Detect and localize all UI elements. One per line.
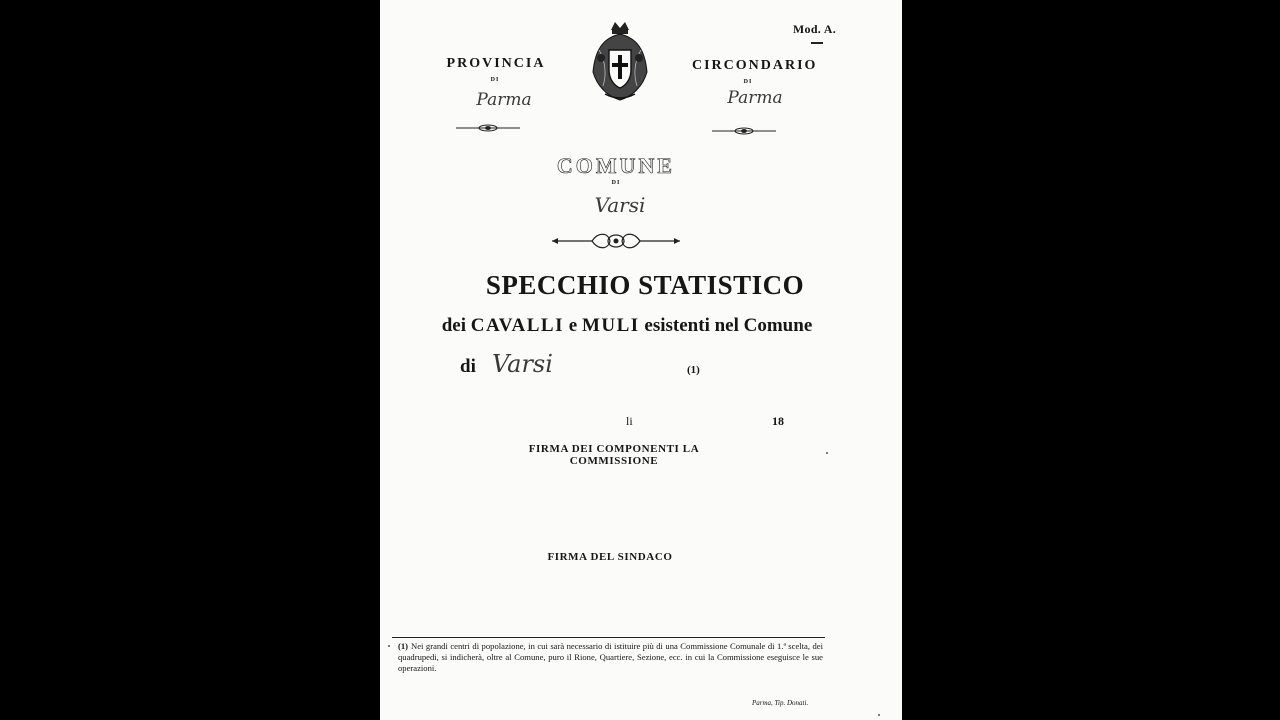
footnote-reference: (1) xyxy=(687,364,700,376)
provincia-label: PROVINCIA xyxy=(446,56,546,71)
document-subtitle xyxy=(402,315,852,337)
royal-coat-of-arms-icon xyxy=(589,20,651,102)
scan-speck xyxy=(878,714,880,716)
provincia-handwritten-name: Parma xyxy=(476,90,532,110)
scan-speck xyxy=(826,452,828,454)
circondario-ornament-icon xyxy=(712,126,776,136)
di-line-di: di xyxy=(460,356,476,377)
circondario-di: DI xyxy=(743,79,753,85)
footnote-marker: (1) xyxy=(398,641,409,651)
circondario-label: CIRCONDARIO xyxy=(692,58,818,73)
document-page xyxy=(380,0,902,720)
document-title: SPECCHIO STATISTICO xyxy=(485,270,805,300)
printer-credit: Parma, Tip. Donati. xyxy=(752,699,809,707)
mayor-signature-label: FIRMA DEL SINDACO xyxy=(547,551,673,563)
di-line-handwritten-name: Varsi xyxy=(492,350,553,378)
subtitle-cavalli: CAVALLI xyxy=(470,315,564,336)
date-year-prefix: 18 xyxy=(772,414,784,428)
comune-di: DI xyxy=(611,180,621,186)
date-li: li xyxy=(626,414,633,428)
scan-speck xyxy=(388,645,390,647)
provincia-ornament-icon xyxy=(456,123,520,133)
commission-signature-label: FIRMA DEI COMPONENTI LA COMMISSIONE xyxy=(528,443,700,467)
subtitle-prefix: dei xyxy=(441,315,467,336)
provincia-di: DI xyxy=(490,77,500,83)
model-label-underline xyxy=(811,42,823,44)
model-label: Mod. A. xyxy=(792,22,836,36)
footnote-divider xyxy=(392,637,825,638)
comune-handwritten-name: Varsi xyxy=(594,193,646,217)
footnote-text: Nei grandi centri di popolazione, in cui sarà necessario di istituire più di una Commissione Comunale di 1.ª scelta, dei quadrupedi, si indicherà, oltre al Comune, puro il Rione, Quartiere, Sezione, ecc. in cui la Commissione eseguisce le sue operazioni. xyxy=(398,641,823,673)
footnote xyxy=(398,641,823,674)
subtitle-muli: MULI xyxy=(581,315,640,336)
comune-ornament-icon xyxy=(552,230,680,252)
subtitle-connector: e xyxy=(568,315,578,336)
comune-label: COMUNE xyxy=(556,153,676,178)
subtitle-suffix: esistenti nel Comune xyxy=(644,315,813,336)
circondario-handwritten-name: Parma xyxy=(727,88,783,108)
